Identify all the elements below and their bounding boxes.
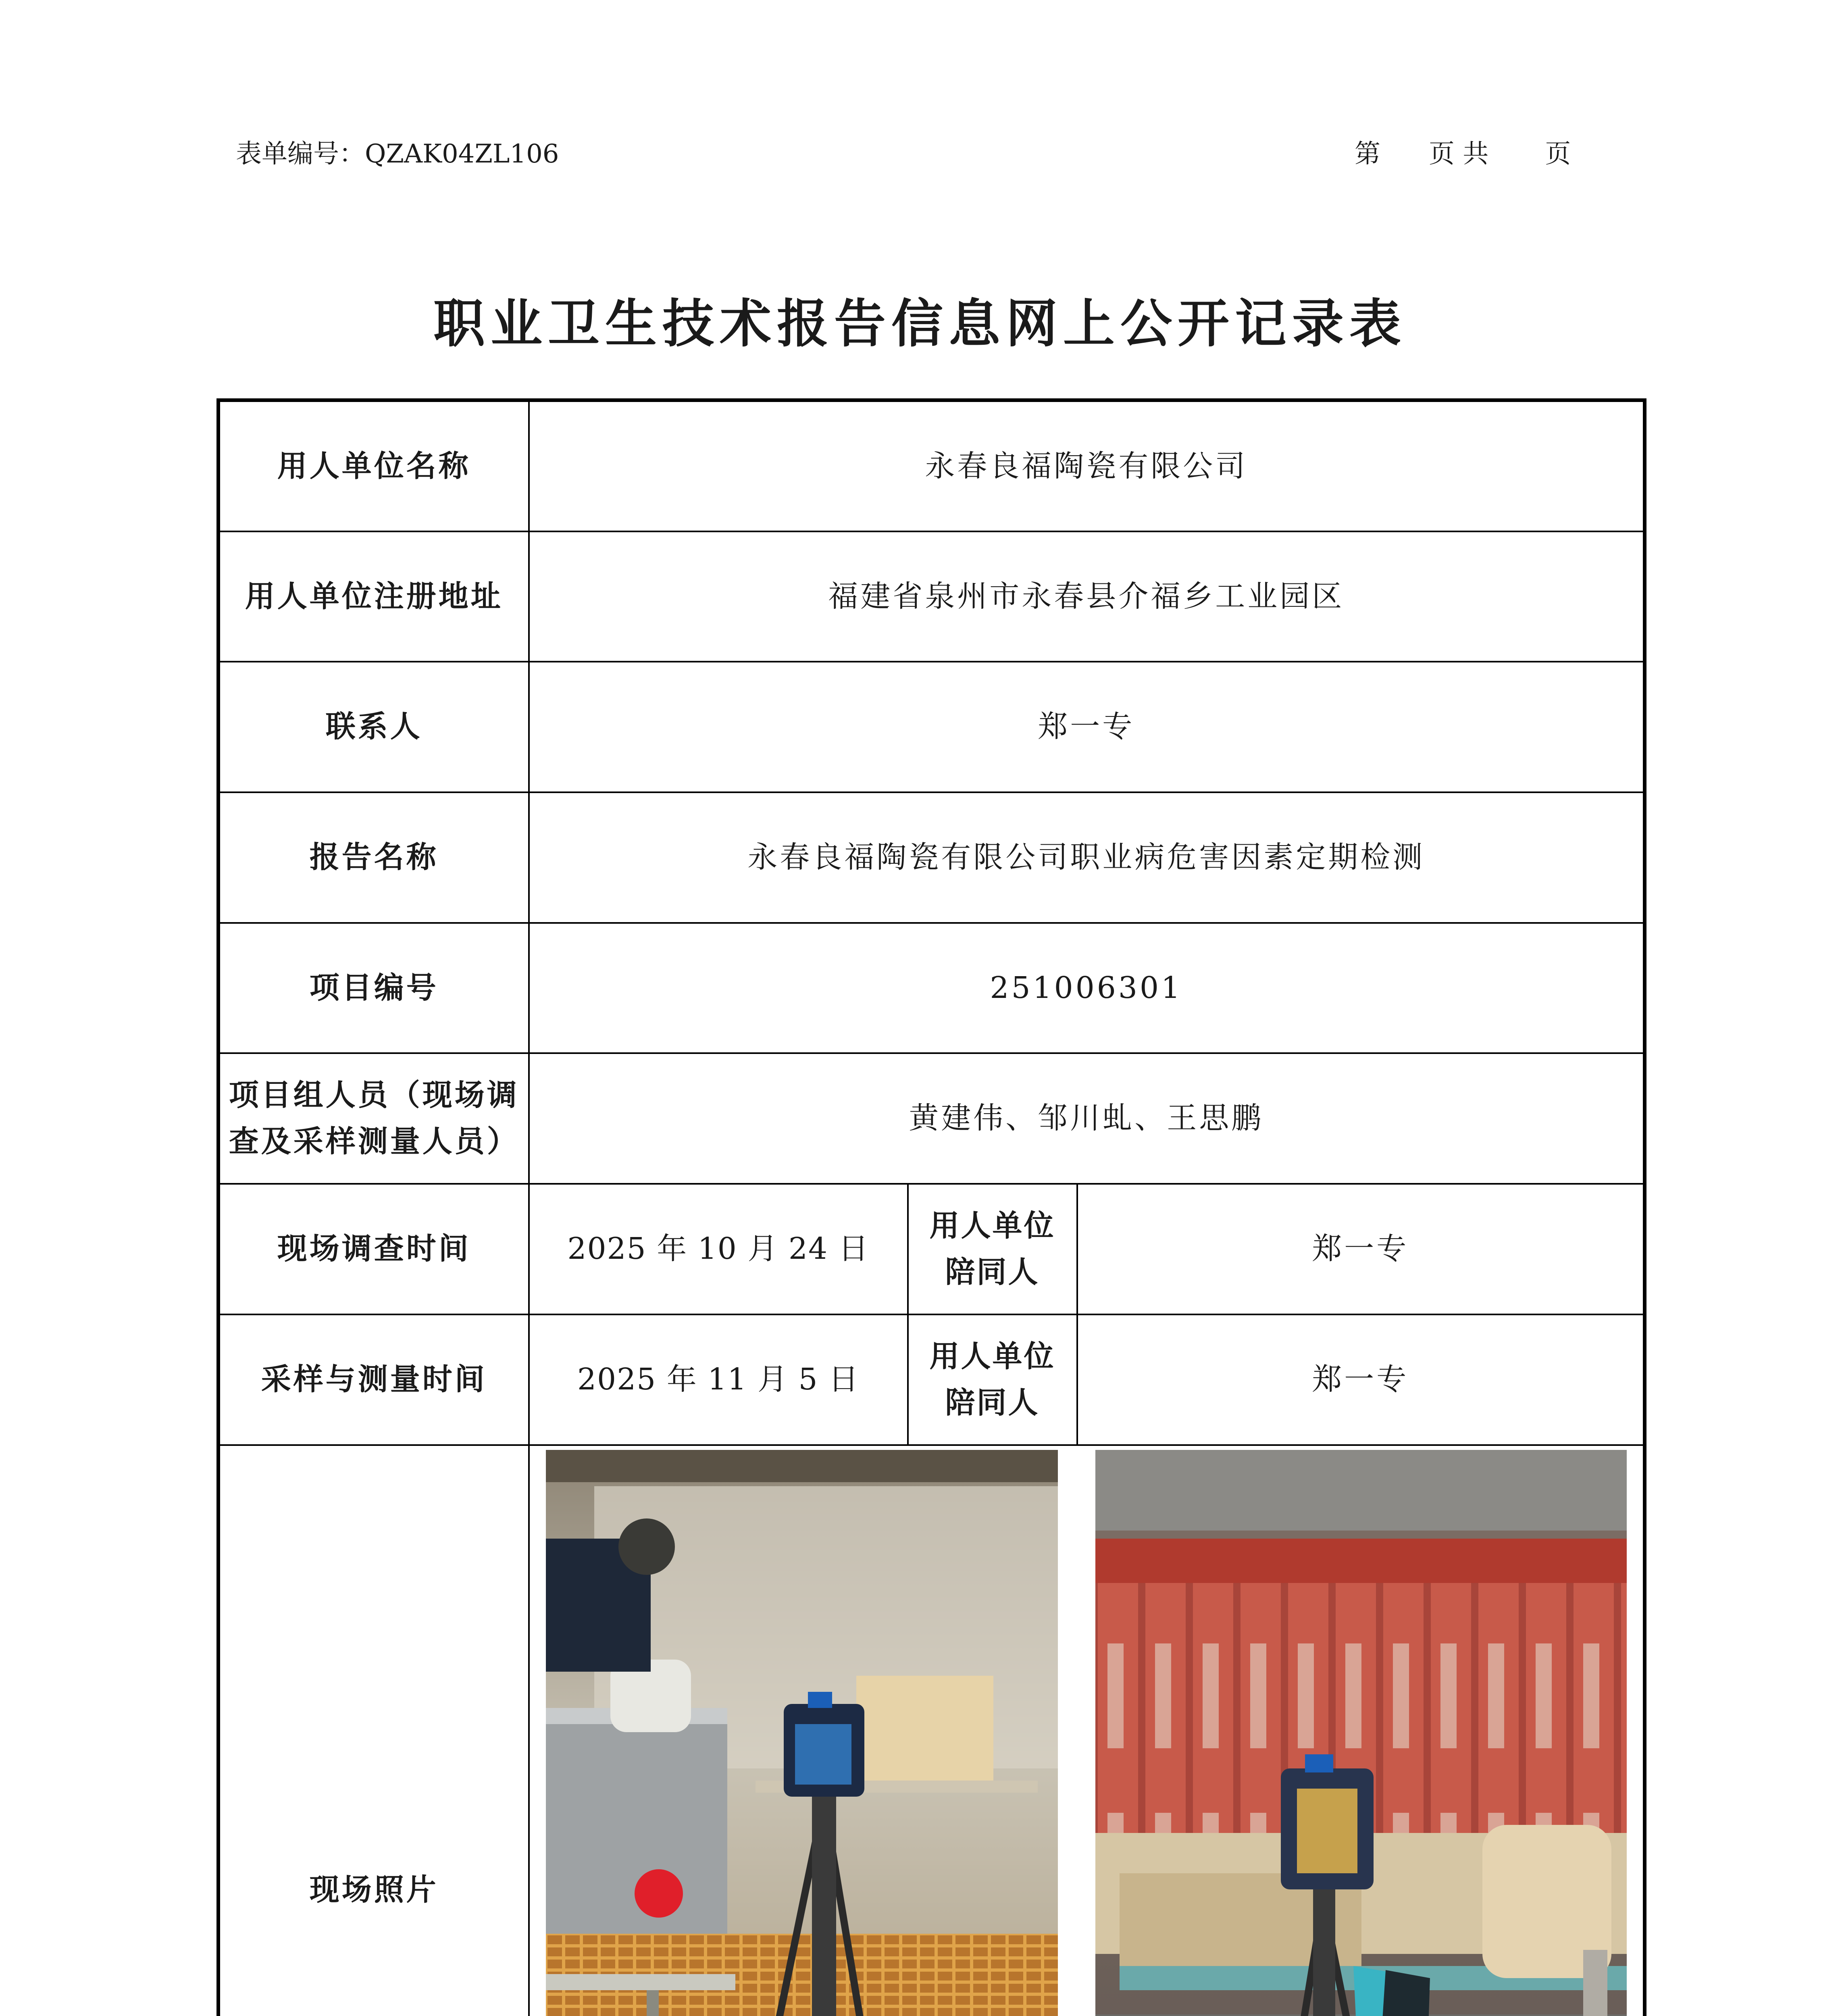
team-label-line1: 项目组人员（现场调: [229, 1077, 519, 1112]
photos-label: 现场照片: [219, 1445, 529, 2016]
site-photo-1-image: [546, 1450, 1058, 2016]
sampling-accompany-label-line1: 用人单位: [929, 1339, 1055, 1374]
survey-accompany-label-line2: 陪同人: [945, 1254, 1040, 1289]
survey-accompany-value: 郑一专: [1077, 1184, 1645, 1314]
site-photo-2: [1095, 1450, 1627, 2016]
row-survey-time: [219, 1184, 1645, 1314]
employer-address-value: 福建省泉州市永春县介福乡工业园区: [529, 531, 1645, 662]
contact-label: 联系人: [219, 662, 529, 792]
survey-accompany-label: [908, 1184, 1077, 1314]
row-photos: [219, 1445, 1645, 2016]
employer-name-value: 永春良福陶瓷有限公司: [529, 400, 1645, 531]
sampling-accompany-label-line2: 陪同人: [945, 1385, 1040, 1420]
sampling-time-value: 2025 年 11 月 5 日: [529, 1314, 908, 1445]
report-name-label: 报告名称: [219, 792, 529, 923]
sampling-time-label: 采样与测量时间: [219, 1314, 529, 1445]
photos-cell: [529, 1445, 1645, 2016]
page-indicator: [1355, 133, 1571, 170]
page-di: 第: [1355, 139, 1380, 169]
employer-name-label: 用人单位名称: [219, 400, 529, 531]
employer-address-label: 用人单位注册地址: [219, 531, 529, 662]
report-name-value: 永春良福陶瓷有限公司职业病危害因素定期检测: [529, 792, 1645, 923]
site-photo-2-image: [1095, 1450, 1627, 2016]
row-sampling-time: [219, 1314, 1645, 1445]
row-team: [219, 1053, 1645, 1184]
project-no-value: 251006301: [529, 923, 1645, 1053]
row-employer-name: [219, 400, 1645, 531]
site-photo-1: [546, 1450, 1058, 2016]
row-report-name: [219, 792, 1645, 923]
page-ye-gong: 页 共: [1429, 139, 1489, 169]
record-table: [216, 398, 1646, 2016]
survey-time-value: 2025 年 10 月 24 日: [529, 1184, 908, 1314]
form-number: 表单编号：QZAK04ZL106: [236, 139, 559, 169]
photo-strip: [530, 1446, 1643, 2016]
row-contact: [219, 662, 1645, 792]
sampling-accompany-value: 郑一专: [1077, 1314, 1645, 1445]
page-title: 职业卫生技术报告信息网上公开记录表: [433, 294, 1407, 354]
survey-accompany-label-line1: 用人单位: [929, 1208, 1055, 1243]
project-no-label: 项目编号: [219, 923, 529, 1053]
team-label-line2: 查及采样测量人员）: [229, 1124, 519, 1159]
sampling-accompany-label: [908, 1314, 1077, 1445]
team-value: 黄建伟、邹川虬、王思鹏: [529, 1053, 1645, 1184]
page-ye: 页: [1545, 139, 1571, 169]
row-employer-address: [219, 531, 1645, 662]
team-label: [219, 1053, 529, 1184]
survey-time-label: 现场调查时间: [219, 1184, 529, 1314]
row-project-no: [219, 923, 1645, 1053]
contact-value: 郑一专: [529, 662, 1645, 792]
